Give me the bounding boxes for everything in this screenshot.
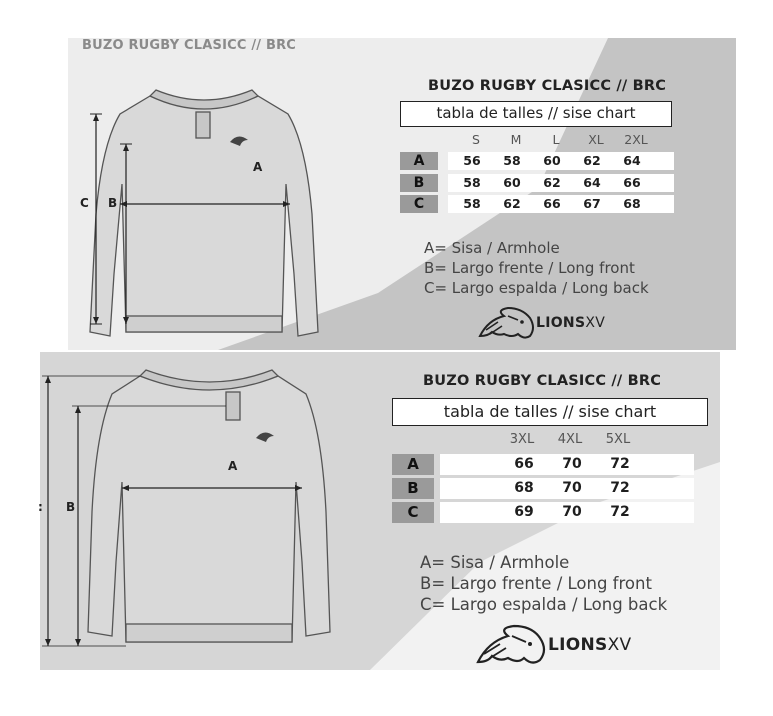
row-label: B — [400, 174, 438, 192]
table-cell: 69 — [514, 504, 534, 520]
dim-c-label: C — [80, 196, 89, 210]
table-cell: 66 — [543, 196, 561, 211]
legend-item: A= Sisa / Armhole — [420, 553, 570, 572]
legend-item: C= Largo espalda / Long back — [420, 595, 668, 614]
brand-name: LIONSXV — [536, 315, 606, 331]
size-s: S — [472, 132, 480, 147]
table-cell: 64 — [623, 153, 641, 168]
table-cell: 62 — [503, 196, 521, 211]
brand-name: LIONSXV — [548, 635, 632, 655]
table-cell: 60 — [543, 153, 561, 168]
lionsxv-logo — [476, 624, 631, 666]
table-cell: 56 — [463, 153, 481, 168]
row-values — [440, 502, 694, 523]
table-cell: 72 — [610, 480, 630, 496]
row-values — [448, 195, 674, 213]
row-label: A — [392, 454, 434, 475]
size-xl: XL — [588, 132, 604, 147]
dim-c-label: : — [38, 500, 43, 514]
table-cell: 72 — [610, 456, 630, 472]
row-values — [440, 454, 694, 475]
size-chart-panel-1 — [68, 38, 736, 350]
size-header — [456, 132, 656, 147]
table-cell: 70 — [562, 504, 582, 520]
size-5xl: 5XL — [605, 432, 631, 447]
size-chart-panel-2 — [40, 352, 720, 670]
chart-title: BUZO RUGBY CLASICC // BRC — [428, 78, 667, 94]
table-cell: 67 — [583, 196, 601, 211]
legend-item: C= Largo espalda / Long back — [424, 279, 649, 297]
row-values — [440, 478, 694, 499]
dim-a-label: A — [253, 160, 263, 174]
table-cell: 60 — [503, 175, 521, 190]
shirt-illustration — [80, 64, 340, 334]
size-m: M — [510, 132, 522, 147]
table-cell: 66 — [623, 175, 641, 190]
table-row — [400, 195, 674, 213]
lion-head-icon — [478, 306, 536, 340]
table-row — [392, 478, 694, 499]
shirt-illustration — [40, 362, 310, 662]
legend — [420, 552, 667, 615]
chart-label: tabla de talles // sise chart — [400, 101, 672, 127]
size-header — [502, 432, 638, 447]
table-cell: 62 — [583, 153, 601, 168]
table-cell: 58 — [503, 153, 521, 168]
row-label: A — [400, 152, 438, 170]
table-row — [400, 174, 674, 192]
table-row — [392, 454, 694, 475]
row-label: C — [392, 502, 434, 523]
chart-label: tabla de talles // sise chart — [392, 398, 708, 426]
legend — [424, 238, 649, 298]
size-4xl: 4XL — [557, 432, 583, 447]
table-cell: 66 — [514, 456, 534, 472]
table-row — [392, 502, 694, 523]
legend-item: B= Largo frente / Long front — [424, 259, 635, 277]
table-cell: 58 — [463, 175, 481, 190]
top-caption: BUZO RUGBY CLASICC // BRC — [82, 38, 297, 53]
size-l: L — [552, 132, 560, 147]
lionsxv-logo — [478, 306, 605, 340]
row-values — [448, 152, 674, 170]
legend-item: B= Largo frente / Long front — [420, 574, 652, 593]
table-cell: 64 — [583, 175, 601, 190]
row-label: C — [400, 195, 438, 213]
lion-head-icon — [476, 624, 548, 666]
table-cell: 70 — [562, 456, 582, 472]
legend-item: A= Sisa / Armhole — [424, 239, 560, 257]
dim-a-label: A — [228, 459, 238, 473]
table-cell: 68 — [514, 480, 534, 496]
table-cell: 62 — [543, 175, 561, 190]
row-values — [448, 174, 674, 192]
dim-b-label: B — [108, 196, 118, 210]
table-cell: 72 — [610, 504, 630, 520]
table-row — [400, 152, 674, 170]
table-cell: 58 — [463, 196, 481, 211]
size-3xl: 3XL — [509, 432, 535, 447]
chart-title: BUZO RUGBY CLASICC // BRC — [423, 373, 662, 389]
dim-b-label: B — [66, 500, 76, 514]
table-cell: 68 — [623, 196, 641, 211]
size-2xl: 2XL — [624, 132, 648, 147]
row-label: B — [392, 478, 434, 499]
table-cell: 70 — [562, 480, 582, 496]
